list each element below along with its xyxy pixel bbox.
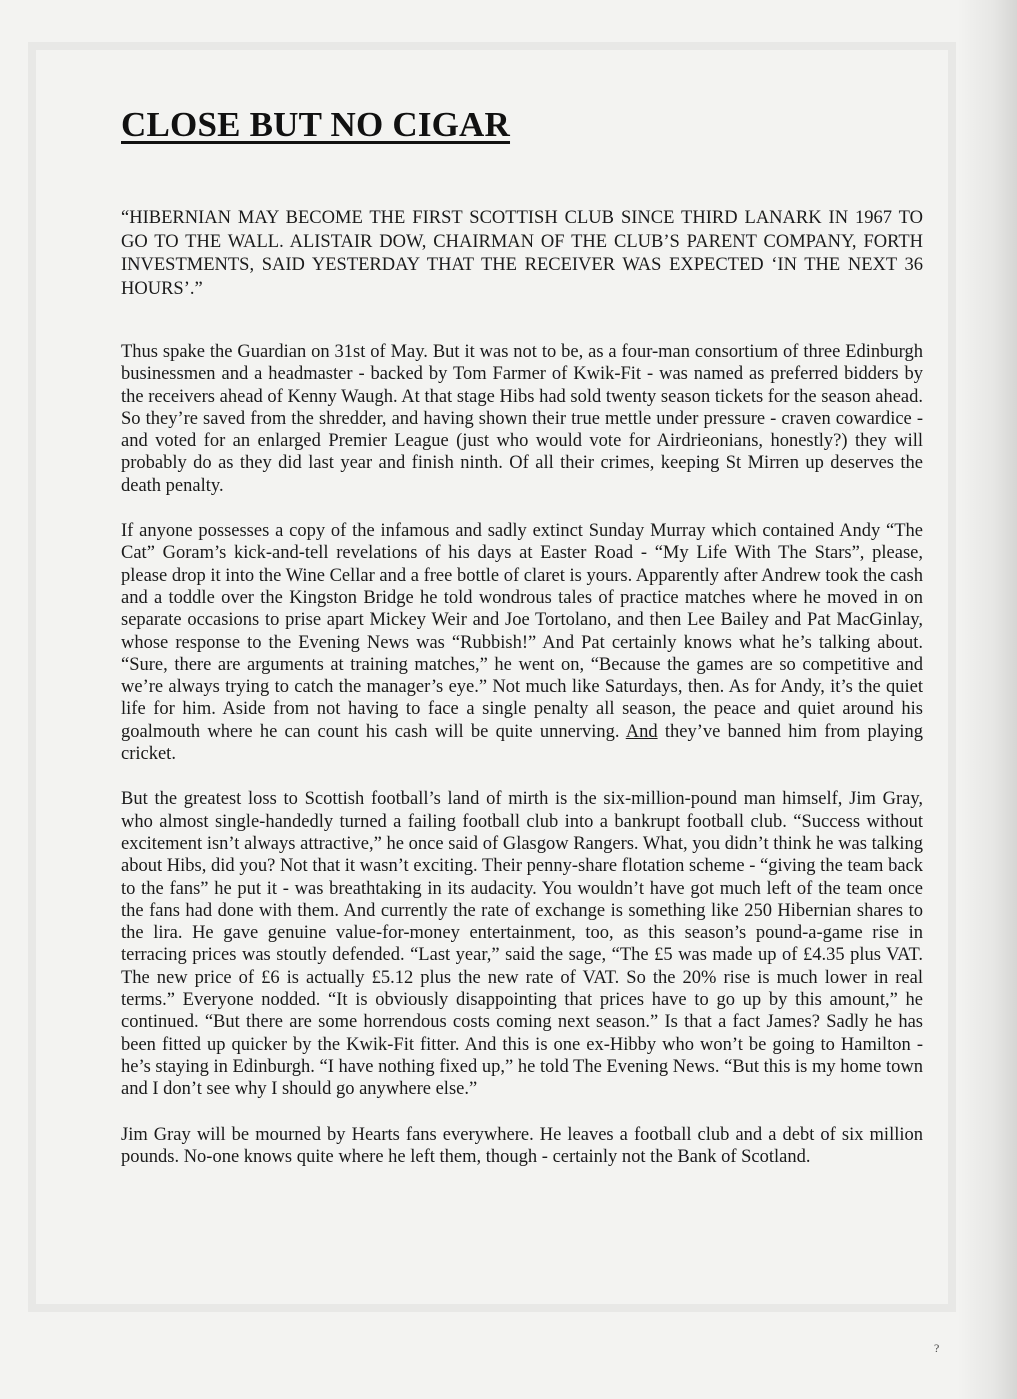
paragraph-guardian: Thus spake the Guardian on 31st of May. But it was not to be, as a four-man consortium of three Edinburgh businessmen and a headmaster - backed by Tom Farmer of Kwik-Fit - was named as preferred bidders by the receivers ahead of Kenny Waugh. At that stage Hibs had sold twenty season tickets for the season ahead. So they’re saved from the shredder, and having shown their true mettle under pressure - craven cowardice - and voted for an enlarged Premier League (just who would vote for Airdrieonians, honestly?) they will probably do as they did last year and finish ninth. Of all their crimes, keeping St Mirren up deserves the death penalty. xyxy=(121,342,923,496)
paper-edge-shadow xyxy=(957,0,1017,1399)
paragraph-jim-gray: But the greatest loss to Scottish football’s land of mirth is the six-million-pound man himself, Jim Gray, who almost single-handedly turned a failing football club into a bankrupt football club. “Success without excitement isn’t always attractive,” he once said of Glasgow Rangers. What, you didn’t think he was talking about Hibs, did you? Not that it wasn’t exciting. Their penny-share flotation scheme - “giving the team back to the fans” he put it - was breathtaking in its audacity. You wouldn’t have got much left of the team once the fans had done with them. And currently the rate of exchange is something like 250 Hibernian shares to the lira. He gave genuine value-for-money entertainment, too, as this season’s pound-a-game rise in terracing prices was stoutly defended. “Last year,” said the sage, “The £5 was made up of £4.35 plus VAT. The new price of £6 is actually £5.12 plus the new rate of VAT. So the 20% rise is much lower in real terms.” Everyone nodded. “It is obviously disappointing that prices have to go up by this amount,” he continued. “But there are some horrendous costs coming next season.” Is that a fact James? Sadly he has been fitted up quicker by the Kwik-Fit fitter. And this is one ex-Hibby who won’t be going to Hamilton - he’s staying in Edinburgh. “I have nothing fixed up,” he told The Evening News. “But this is my home town and I don’t see why I should go anywhere else.” xyxy=(121,789,923,1100)
paragraph-goram-text: If anyone possesses a copy of the infamous and sadly extinct Sunday Murray which contained Andy “The Cat” Goram’s kick-and-tell revelations of his days at Easter Road - “My Life With The Stars”, please, please drop it into the Wine Cellar and a free bottle of claret is yours. Apparently after Andrew took the cash and a toddle over the Kingston Bridge he told wondrous tales of practice matches where he moved in on separate occasions to prise apart Mickey Weir and Joe Tortolano, and then Lee Bailey and Pat MacGinlay, whose response to the Evening News was “Rubbish!” And Pat certainly knows what he’s talking about. “Sure, there are arguments at training matches,” he went on, “Because the games are so competitive and we’re always trying to catch the manager’s eye.” Not much like Saturdays, then. As for Andy, it’s the quiet life for him. Aside from not having to face a single penalty all season, the peace and quiet around his goalmouth where he can count his cash will be quite unnerving. xyxy=(121,521,923,742)
paragraph-goram-end: they’ve banned him from playing cricket. xyxy=(121,721,924,765)
article-body xyxy=(121,341,923,1191)
underlined-word: And xyxy=(625,721,658,742)
paragraph-closing: Jim Gray will be mourned by Hearts fans everywhere. He leaves a football club and a debt of six million pounds. No-one knows quite where he left them, though - certainly not the Bank of Scotland. xyxy=(121,1124,923,1167)
intro-quote: “HIBERNIAN MAY BECOME THE FIRST SCOTTISH CLUB SINCE THIRD LANARK IN 1967 TO GO TO THE WALL. ALISTAIR DOW, CHAIRMAN OF THE CLUB’S PARENT COMPANY, FORTH INVESTMENTS, SAID YESTERDAY THAT THE RECEIVER WAS EXPECTED ‘IN THE NEXT 36 HOURS’.” xyxy=(121,208,923,299)
article-title: CLOSE BUT NO CIGAR xyxy=(121,105,511,144)
page-mark: ? xyxy=(934,1341,940,1355)
paragraph-goram xyxy=(121,520,923,765)
